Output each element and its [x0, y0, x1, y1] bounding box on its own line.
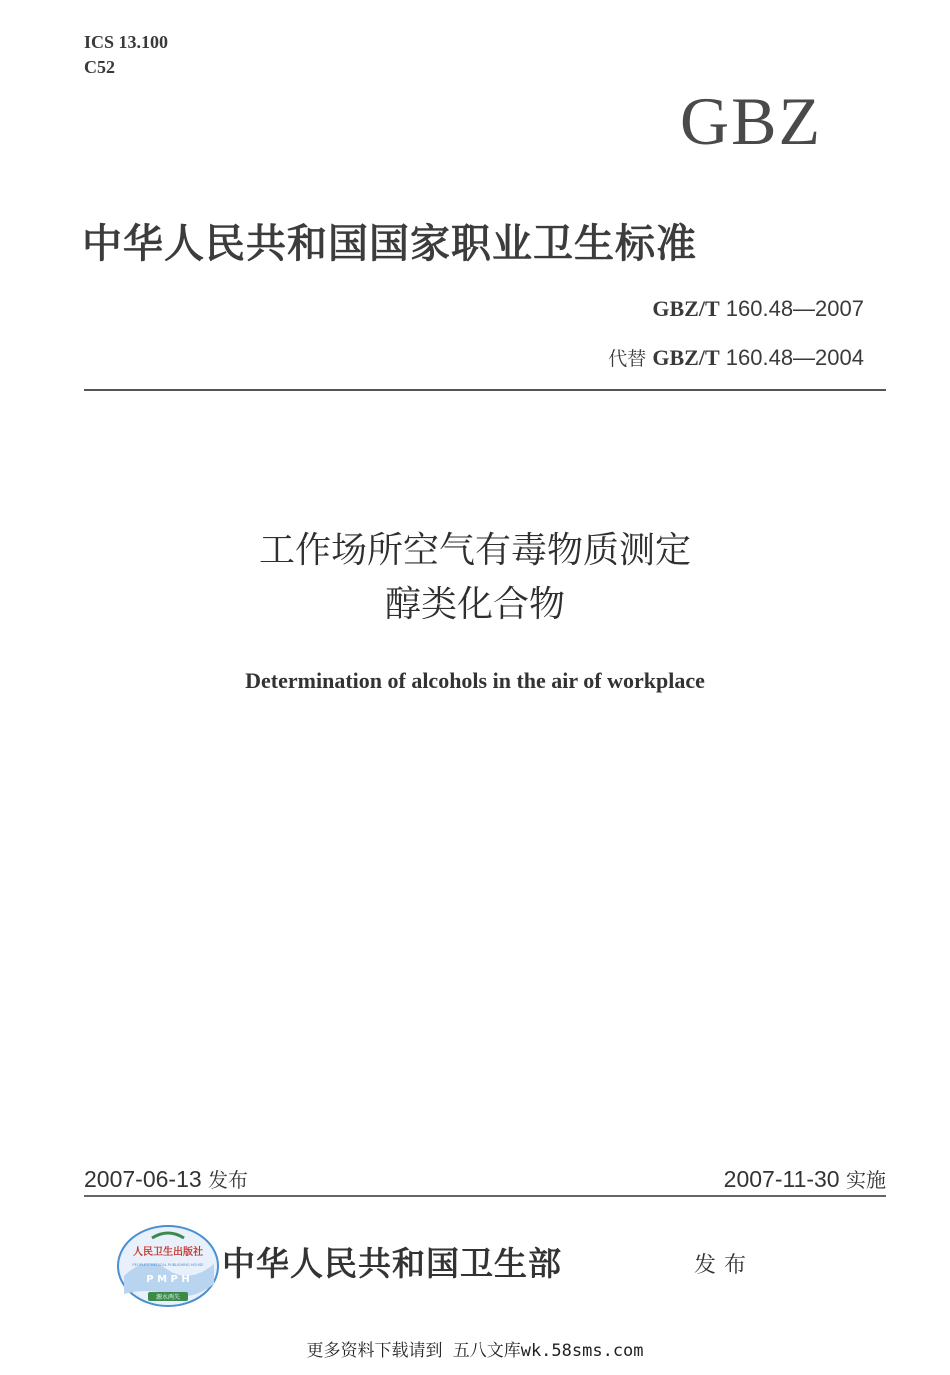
replaces-label: 代替 — [608, 348, 647, 370]
code-prefix: GBZ/T — [652, 296, 720, 321]
logo-abbr: P M P H — [146, 1274, 190, 1285]
logo-text-cn: 人民卫生出版社 — [133, 1247, 203, 1258]
replaces-prefix: GBZ/T — [652, 345, 720, 370]
implement-label: 实施 — [846, 1168, 886, 1192]
replaces-code — [608, 344, 864, 371]
issuer-name: 中华人民共和国卫生部 — [222, 1244, 562, 1283]
standard-title: 中华人民共和国国家职业卫生标准 — [82, 221, 697, 267]
logo-badge: 源水两失 — [155, 1294, 181, 1301]
standard-code — [652, 296, 864, 322]
ics-code: ICS 13.100 — [84, 32, 169, 52]
footer-text: 更多资料下载请到 五八文库wk.58sms.com — [306, 1341, 644, 1361]
implement-date-value: 2007-11-30 — [723, 1166, 840, 1192]
release-date-value: 2007-06-13 — [84, 1166, 202, 1192]
release-label: 发布 — [208, 1168, 249, 1192]
release-date — [84, 1164, 248, 1193]
title-en: Determination of alcohols in the air of workplace — [245, 668, 705, 693]
issue-label: 发布 — [694, 1253, 755, 1278]
category-code: C52 — [84, 57, 115, 77]
title-cn-line2: 醇类化合物 — [384, 584, 565, 625]
footer-divider — [84, 1195, 886, 1197]
implement-date — [724, 1164, 886, 1193]
header-divider — [84, 389, 886, 391]
title-cn-line1: 工作场所空气有毒物质测定 — [258, 530, 691, 571]
gbz-mark: GBZ — [680, 83, 822, 159]
logo-text-en: PEOPLE'S MEDICAL PUBLISHING HOUSE — [132, 1263, 204, 1267]
publisher-logo — [116, 1224, 220, 1308]
code-number: 160.48—2007 — [725, 296, 864, 321]
replaces-number: 160.48—2004 — [725, 345, 864, 370]
ics-block — [84, 30, 168, 80]
